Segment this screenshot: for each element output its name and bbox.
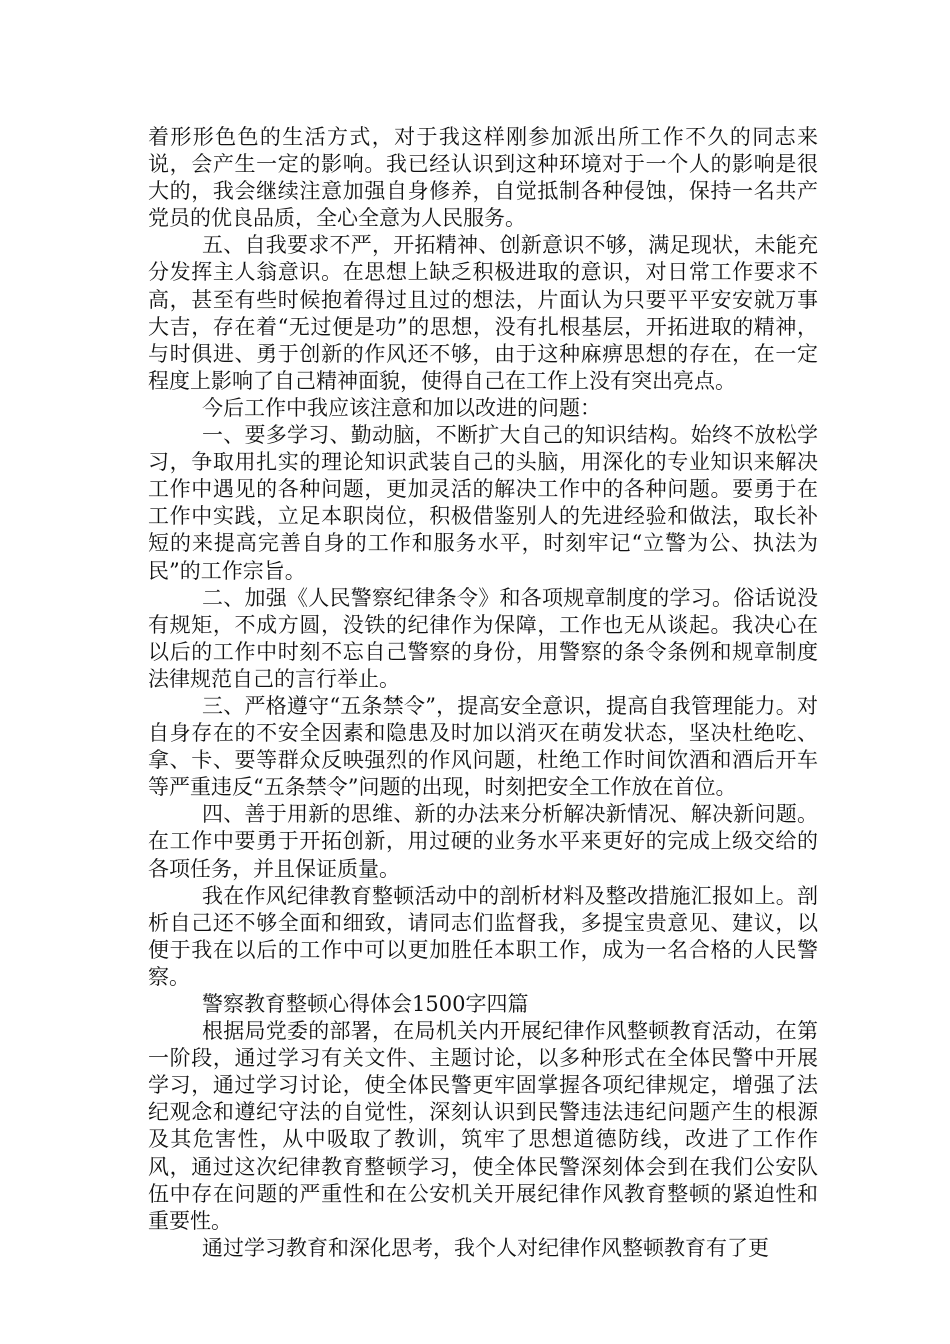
paragraph-improvement-four: 四、善于用新的思维、新的办法来分析解决新情况、解决新问题。在工作中要勇于开拓创新，用过硬的业务水平来更好的完成上级交给的各项任务，并且保证质量。: [148, 802, 818, 881]
paragraph-continuation: 着形形色色的生活方式，对于我这样刚参加派出所工作不久的同志来说，会产生一定的影响。我已经认识到这种环境对于一个人的影响是很大的，我会继续注意加强自身修养，自觉抵制各种侵蚀，保持一名共产党员的优良品质，全心全意为人民服务。: [148, 125, 818, 231]
paragraph-section-intro: 根据局党委的部署，在局机关内开展纪律作风整顿教育活动，在第一阶段，通过学习有关文件、主题讨论，以多种形式在全体民警中开展学习，通过学习讨论，使全体民警更牢固掌握各项纪律规定，增强了法纪观念和遵纪守法的自觉性，深刻认识到民警违法违纪问题产生的根源及其危害性，从中吸取了教训，筑牢了思想道德防线，改进了工作作风，通过这次纪律教育整顿学习，使全体民警深刻体会到在我们公安队伍中存在问题的严重性和在公安机关开展纪律作风教育整顿的紧迫性和重要性。: [148, 1019, 818, 1233]
paragraph-item-five: 五、自我要求不严，开拓精神、创新意识不够，满足现状，未能充分发挥主人翁意识。在思想上缺乏积极进取的意识，对日常工作要求不高，甚至有些时候抱着得过且过的想法，片面认为只要平平安安就万事大吉，存在着“无过便是功”的思想，没有扎根基层，开拓进取的精神，与时俱进、勇于创新的作风还不够，由于这种麻痹思想的存在，在一定程度上影响了自己精神面貌，使得自己在工作上没有突出亮点。: [148, 233, 818, 393]
paragraph-improvement-two: 二、加强《人民警察纪律条令》和各项规章制度的学习。俗话说没有规矩，不成方圆，没铁的纪律作为保障，工作也无从谈起。我决心在以后的工作中时刻不忘自己警察的身份，用警察的条令条例和规章制度法律规范自己的言行举止。: [148, 585, 818, 691]
section-title: 警察教育整顿心得体会1500字四篇: [202, 992, 529, 1016]
document-body: [148, 124, 818, 1262]
paragraph-section-continued: 通过学习教育和深化思考，我个人对纪律作风整顿教育有了更: [202, 1235, 769, 1260]
paragraph-conclusion: 我在作风纪律教育整顿活动中的剖析材料及整改措施汇报如上。剖析自己还不够全面和细致，请同志们监督我，多提宝贵意见、建议，以便于我在以后的工作中可以更加胜任本职工作，成为一名合格的人民警察。: [148, 883, 818, 989]
paragraph-improvement-intro: 今后工作中我应该注意和加以改进的问题：: [202, 395, 601, 420]
paragraph-improvement-one: 一、要多学习、勤动脑，不断扩大自己的知识结构。始终不放松学习，争取用扎实的理论知识武装自己的头脑，用深化的专业知识来解决工作中遇见的各种问题，更加灵活的解决工作中的各种问题。要勇于在工作中实践，立足本职岗位，积极借鉴别人的先进经验和做法，取长补短的来提高完善自身的工作和服务水平，时刻牢记“立警为公、执法为民”的工作宗旨。: [148, 423, 818, 583]
paragraph-improvement-three: 三、严格遵守“五条禁令”，提高安全意识，提高自我管理能力。对自身存在的不安全因素和隐患及时加以消灭在萌发状态，坚决杜绝吃、拿、卡、要等群众反映强烈的作风问题，杜绝工作时间饮酒和酒后开车等严重违反“五条禁令”问题的出现，时刻把安全工作放在首位。: [148, 693, 818, 800]
